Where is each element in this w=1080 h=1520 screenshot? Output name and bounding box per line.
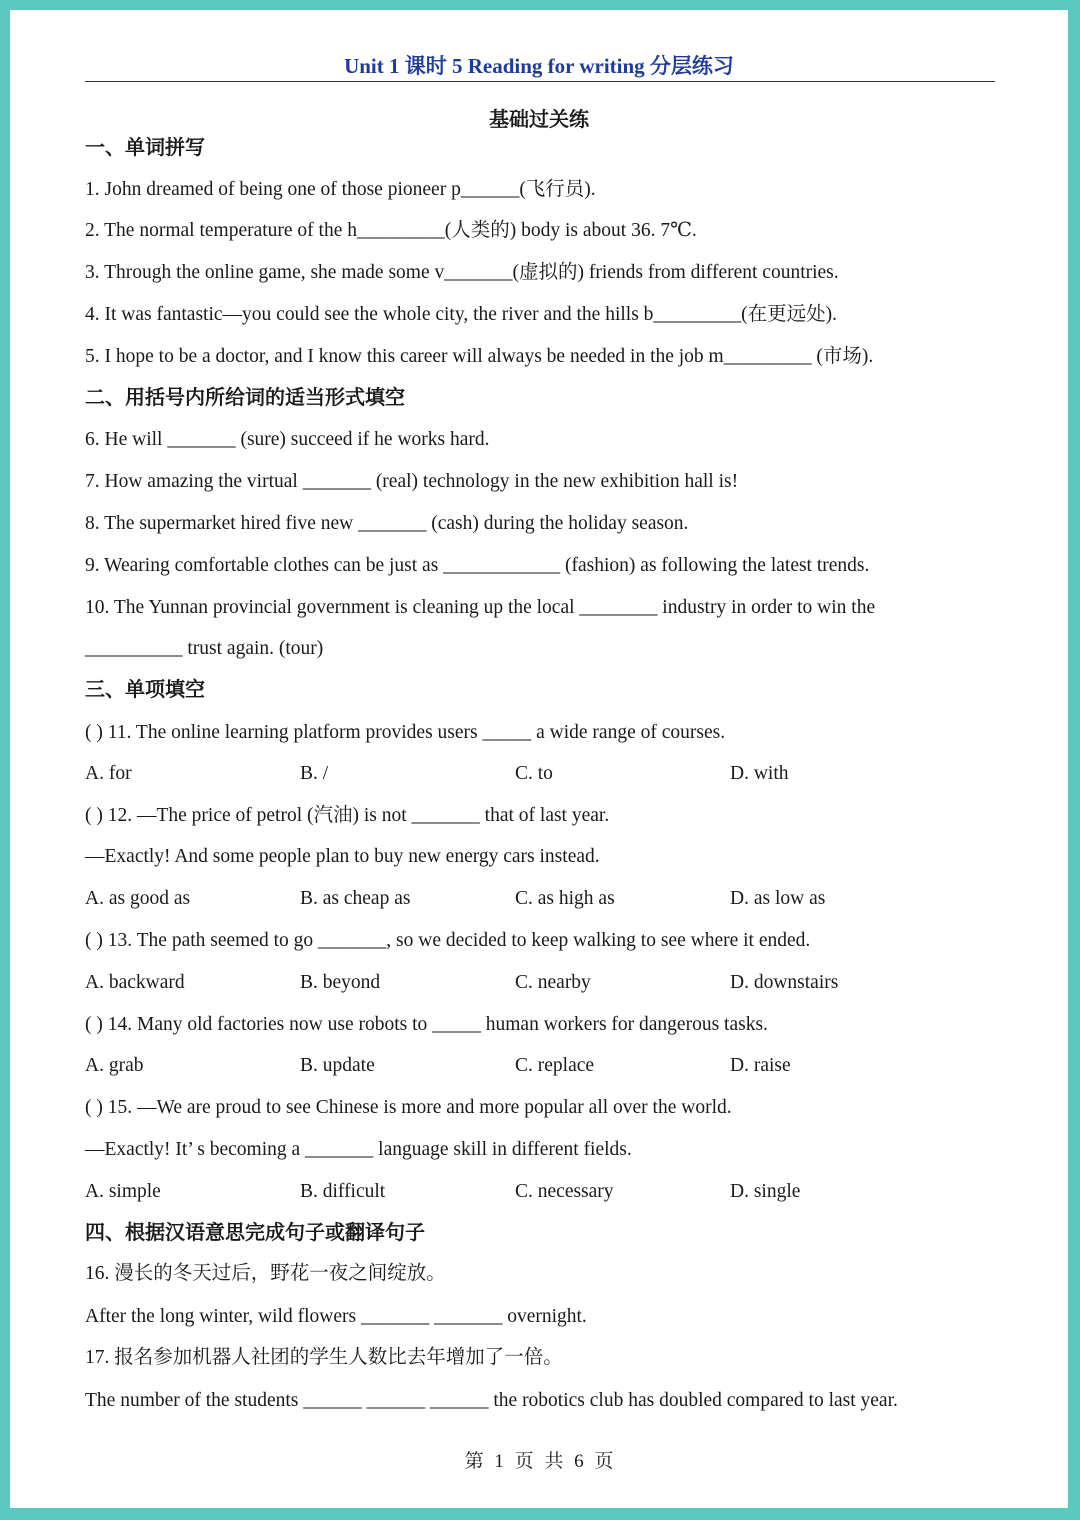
question-17-prompt: 17. 报名参加机器人社团的学生人数比去年增加了一倍。 bbox=[85, 1347, 563, 1368]
question-14-stem: ( ) 14. Many old factories now use robots to _____ human workers for dangerous tasks. bbox=[85, 1014, 768, 1035]
header-rule bbox=[85, 81, 995, 82]
question-15-reply: —Exactly! It’ s becoming a _______ language skill in different fields. bbox=[85, 1139, 632, 1160]
question-11-stem: ( ) 11. The online learning platform provides users _____ a wide range of courses. bbox=[85, 722, 726, 743]
page-title: Unit 1 课时 5 Reading for writing 分层练习 bbox=[344, 54, 734, 78]
question-15-option-a: A. simple bbox=[85, 1181, 161, 1202]
section-3-heading: 三、单项填空 bbox=[85, 679, 205, 701]
question-10: 10. The Yunnan provincial government is cleaning up the local ________ industry in order to win the bbox=[85, 597, 876, 618]
question-11-option-a: A. for bbox=[85, 763, 132, 784]
question-12-option-a: A. as good as bbox=[85, 888, 191, 909]
question-13-option-d: D. downstairs bbox=[730, 972, 839, 993]
question-14-option-d: D. raise bbox=[730, 1055, 791, 1076]
section-4-heading: 四、根据汉语意思完成句子或翻译句子 bbox=[85, 1222, 425, 1244]
page-subtitle: 基础过关练 bbox=[489, 109, 589, 131]
question-13-stem: ( ) 13. The path seemed to go _______, so we decided to keep walking to see where it ended. bbox=[85, 930, 811, 951]
worksheet-page bbox=[10, 10, 1068, 1508]
question-11-option-c: C. to bbox=[515, 763, 553, 784]
question-6: 6. He will _______ (sure) succeed if he works hard. bbox=[85, 429, 490, 450]
question-13-option-c: C. nearby bbox=[515, 972, 591, 993]
question-2: 2. The normal temperature of the h_________(人类的) body is about 36. 7℃. bbox=[85, 220, 697, 241]
question-13-option-a: A. backward bbox=[85, 972, 185, 993]
page-number: 第 1 页 共 6 页 bbox=[464, 1451, 614, 1472]
question-12-reply: —Exactly! And some people plan to buy new energy cars instead. bbox=[85, 846, 600, 867]
question-9: 9. Wearing comfortable clothes can be just as ____________ (fashion) as following the latest trends. bbox=[85, 555, 870, 576]
question-15-option-c: C. necessary bbox=[515, 1181, 614, 1202]
question-3: 3. Through the online game, she made some v_______(虚拟的) friends from different countries. bbox=[85, 262, 839, 283]
question-8: 8. The supermarket hired five new _______ (cash) during the holiday season. bbox=[85, 513, 689, 534]
question-1: 1. John dreamed of being one of those pioneer p______(飞行员). bbox=[85, 179, 596, 200]
question-15-option-b: B. difficult bbox=[300, 1181, 386, 1202]
question-14-option-c: C. replace bbox=[515, 1055, 595, 1076]
question-12-option-d: D. as low as bbox=[730, 888, 826, 909]
question-12-stem: ( ) 12. —The price of petrol (汽油) is not _______ that of last year. bbox=[85, 805, 610, 826]
question-12-option-c: C. as high as bbox=[515, 888, 615, 909]
question-12-option-b: B. as cheap as bbox=[300, 888, 411, 909]
question-11-option-b: B. / bbox=[300, 763, 329, 784]
question-15-stem: ( ) 15. —We are proud to see Chinese is more and more popular all over the world. bbox=[85, 1097, 732, 1118]
question-16-prompt: 16. 漫长的冬天过后，野花一夜之间绽放。 bbox=[85, 1263, 446, 1284]
question-16-sentence: After the long winter, wild flowers _______ _______ overnight. bbox=[85, 1306, 587, 1327]
question-13-option-b: B. beyond bbox=[300, 972, 381, 993]
question-14-option-a: A. grab bbox=[85, 1055, 144, 1076]
question-7: 7. How amazing the virtual _______ (real) technology in the new exhibition hall is! bbox=[85, 471, 739, 492]
question-14-option-b: B. update bbox=[300, 1055, 375, 1076]
section-2-heading: 二、用括号内所给词的适当形式填空 bbox=[85, 387, 405, 409]
section-1-heading: 一、单词拼写 bbox=[85, 137, 205, 159]
question-4: 4. It was fantastic—you could see the whole city, the river and the hills b_________(在更远处). bbox=[85, 304, 838, 325]
question-5: 5. I hope to be a doctor, and I know this career will always be needed in the job m_________ (市场). bbox=[85, 346, 874, 367]
question-11-option-d: D. with bbox=[730, 763, 789, 784]
question-10-continued: __________ trust again. (tour) bbox=[85, 638, 324, 659]
question-15-option-d: D. single bbox=[730, 1181, 801, 1202]
question-17-sentence: The number of the students ______ ______ ______ the robotics club has doubled compared to last year. bbox=[85, 1390, 898, 1411]
